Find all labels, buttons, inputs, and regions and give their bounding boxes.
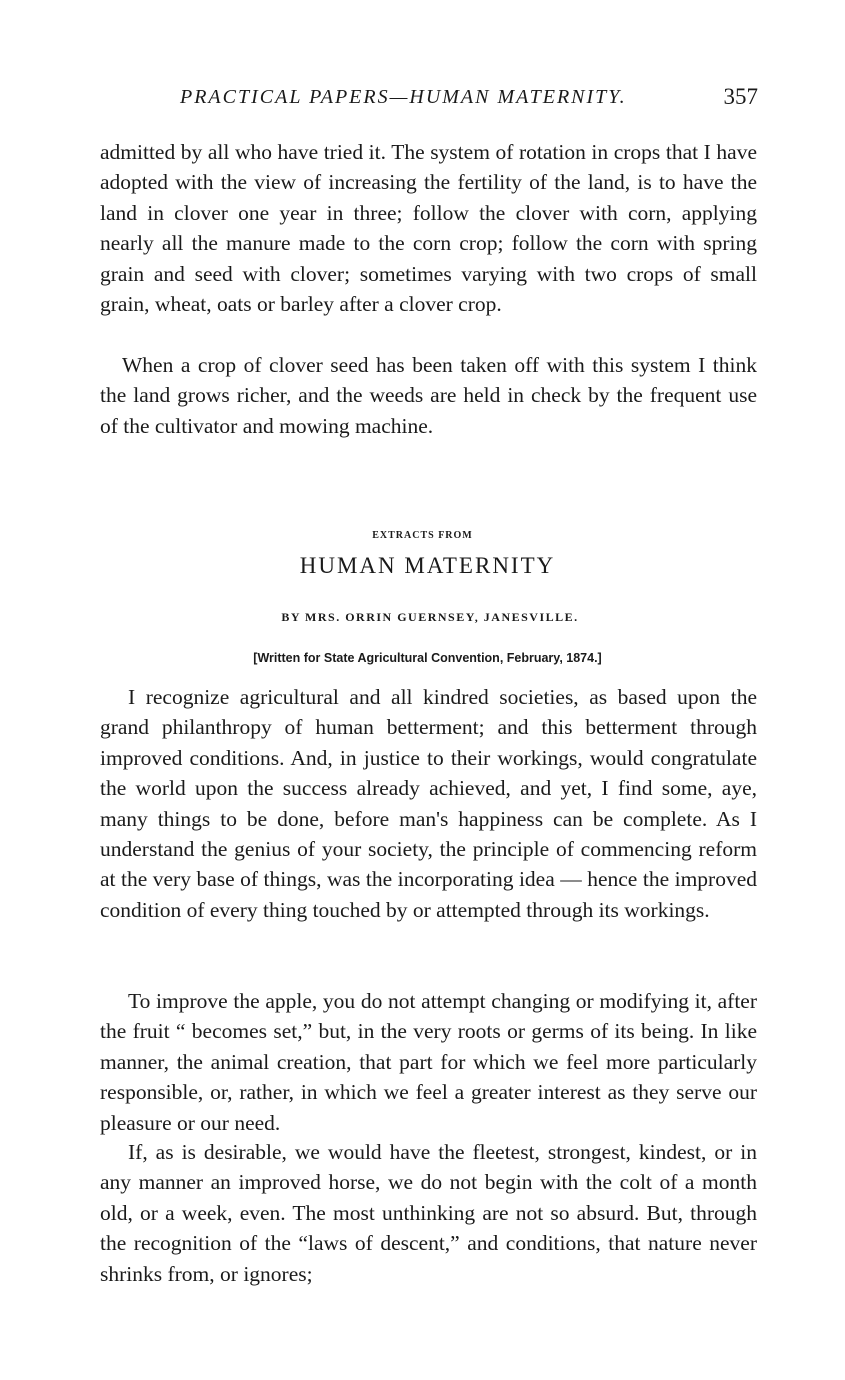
page-number: 357 bbox=[723, 84, 758, 109]
running-head bbox=[100, 86, 760, 116]
article-paragraph: I recognize agricultural and all kindred societies, as based upon the grand philanthropy of human betterment; and this betterment through improved conditions. And, in justice to their workings, would congratulate the world upon the success already achieved, and yet, I find some, aye, many things to be done, before man's happiness can be complete. As I understand the genius of your society, the principle of commencing reform at the very base of things, was the incorporating idea — hence the improved condition of every thing touched by or attempted through its workings. bbox=[100, 685, 757, 922]
article-note: [Written for State Agricultural Convention, February, 1874.] bbox=[253, 651, 602, 665]
body-paragraph: admitted by all who have tried it. The system of rotation in crops that I have adopted with the view of increasing the fertility of the land, is to have the land in clover one year in three; follow the clover with corn, applying nearly all the manure made to the corn crop; follow the corn with spring grain and seed with clover; sometimes varying with two crops of small grain, wheat, oats or barley after a clover crop. bbox=[100, 140, 757, 317]
article-title: HUMAN MATERNITY bbox=[299, 553, 556, 578]
running-head-title: PRACTICAL PAPERS—HUMAN MATERNITY. bbox=[180, 86, 627, 108]
article-kicker: EXTRACTS FROM bbox=[372, 530, 473, 541]
article-byline: BY MRS. ORRIN GUERNSEY, JANESVILLE. bbox=[281, 610, 579, 624]
body-paragraph: When a crop of clover seed has been taken off with this system I think the land grows richer, and the weeds are held in check by the frequent use of the cultivator and mowing machine. bbox=[100, 353, 757, 438]
article-paragraph: If, as is desirable, we would have the fleetest, strongest, kindest, or in any manner an improved horse, we do not begin with the colt of a month old, or a week, even. The most unthinking are not so absurd. But, through the recognition of the “laws of descent,” and conditions, that nature never shrinks from, or ignores; bbox=[100, 1140, 757, 1286]
article-paragraph: To improve the apple, you do not attempt changing or modifying it, after the fruit “ becomes set,” but, in the very roots or germs of its being. In like manner, the animal creation, that part for which we feel more particularly responsible, or, rather, in which we feel a greater interest as they serve our pleasure or our need. bbox=[100, 989, 757, 1135]
